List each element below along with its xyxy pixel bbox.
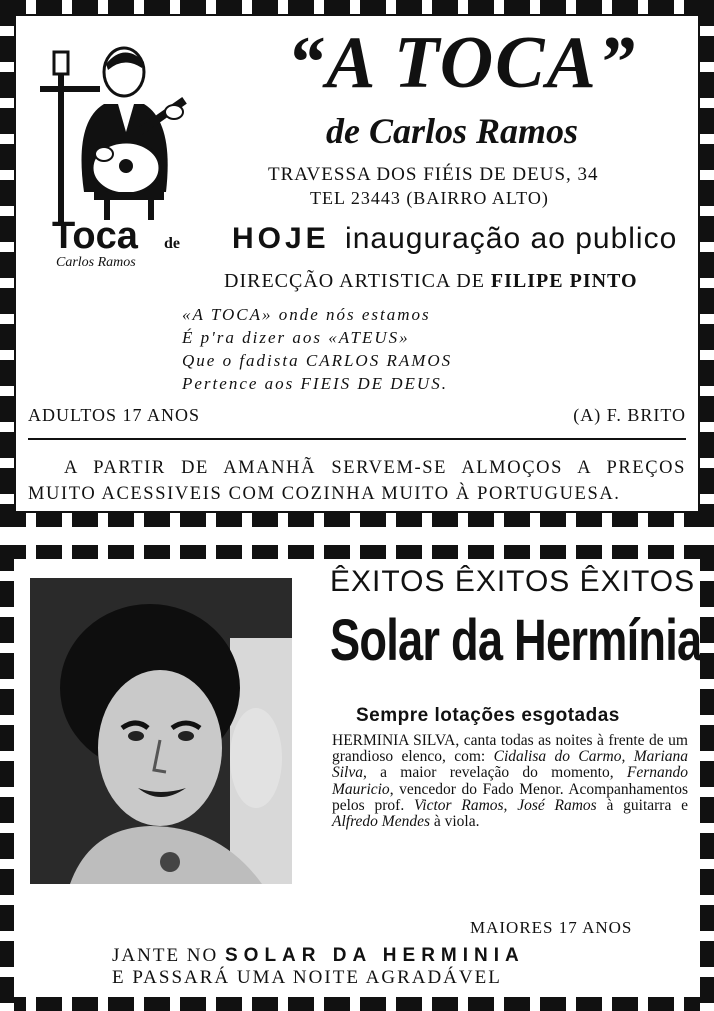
herminia-advertisement (0, 545, 714, 1011)
dine-line (112, 945, 525, 967)
checkered-border-top (0, 545, 714, 559)
notice-line: A PARTIR DE AMANHÃ SERVEM-SE ALMOÇOS A PREÇOS (64, 458, 686, 478)
description-text: , a maior revelação do momento, (363, 764, 614, 782)
singer-portrait (30, 578, 292, 884)
verse-author: (A) F. BRITO (573, 405, 686, 425)
artistic-direction (224, 270, 638, 293)
verse-line: «A TOCA» onde nós estamos (182, 305, 431, 324)
lunch-notice (28, 455, 686, 507)
sold-out-tagline: Sempre lotações esgotadas (356, 705, 620, 726)
checkered-border-bottom (0, 513, 714, 527)
verse-line: Que o fadista CARLOS RAMOS (182, 351, 453, 370)
divider (28, 438, 686, 440)
checkered-border-left (0, 0, 14, 527)
artist-names: Alfredo Mendes (332, 813, 430, 831)
artist-names: Victor Ramos, José Ramos (413, 796, 597, 814)
artist-names: Fernando Mauricio (332, 764, 689, 798)
address-line: TRAVESSA DOS FIÉIS DE DEUS, 34 (268, 164, 599, 185)
programme-description (332, 733, 688, 830)
toca-logo (34, 42, 202, 272)
logo-signature: Carlos Ramos (56, 255, 136, 270)
verse-block (182, 303, 452, 395)
logo-de: de (164, 235, 180, 252)
direction-prefix: DIRECÇÃO ARTISTICA DE (224, 270, 485, 292)
dine-invitation (112, 945, 525, 989)
age-rating: MAIORES 17 ANOS (470, 918, 633, 937)
dine-venue: SOLAR DA HERMINIA (225, 945, 525, 966)
description-text: à viola. (433, 813, 480, 831)
dine-prefix: JANTE NO (112, 945, 219, 966)
description-text: HERMINIA SILVA, canta todas as noites à frente de um grandioso elenco, com: (332, 732, 688, 766)
guitarist-illustration (34, 42, 202, 272)
verse-line: É p'ra dizer aos «ATEUS» (182, 328, 410, 347)
checkered-border-top (0, 0, 714, 14)
phone-line: TEL 23443 (BAIRRO ALTO) (310, 188, 549, 208)
opening-text: inauguração ao publico (345, 222, 678, 255)
age-rating: ADULTOS 17 ANOS (28, 405, 201, 425)
verse-line: Pertence aos FIEIS DE DEUS. (182, 374, 448, 393)
description-text: à guitarra e (606, 796, 689, 814)
director-name: FILIPE PINTO (490, 270, 638, 292)
checkered-border-right (700, 0, 714, 527)
logo-word: Toca (52, 215, 138, 257)
today-word: HOJE (232, 222, 330, 255)
dine-line: E PASSARÁ UMA NOITE AGRADÁVEL (112, 967, 502, 988)
notice-line: MUITO ACESSIVEIS COM COZINHA MUITO À PORTUGUESA. (28, 484, 621, 504)
toca-subtitle: de Carlos Ramos (325, 111, 579, 151)
checkered-border-right (700, 545, 714, 1011)
portrait-photo (30, 578, 292, 884)
artist-names: Cidalisa do Carmo, Mariana Silva (332, 748, 688, 782)
toca-title: “A TOCA” (287, 22, 637, 104)
venue-name: Solar da Hermínia (330, 608, 702, 673)
description-text: , vencedor do Fado Menor. Acompanhamentos pelos prof. (332, 780, 688, 814)
opening-announcement (232, 222, 677, 256)
checkered-border-bottom (0, 997, 714, 1011)
checkered-border-left (0, 545, 14, 1011)
success-header: ÊXITOS ÊXITOS ÊXITOS (330, 565, 696, 598)
